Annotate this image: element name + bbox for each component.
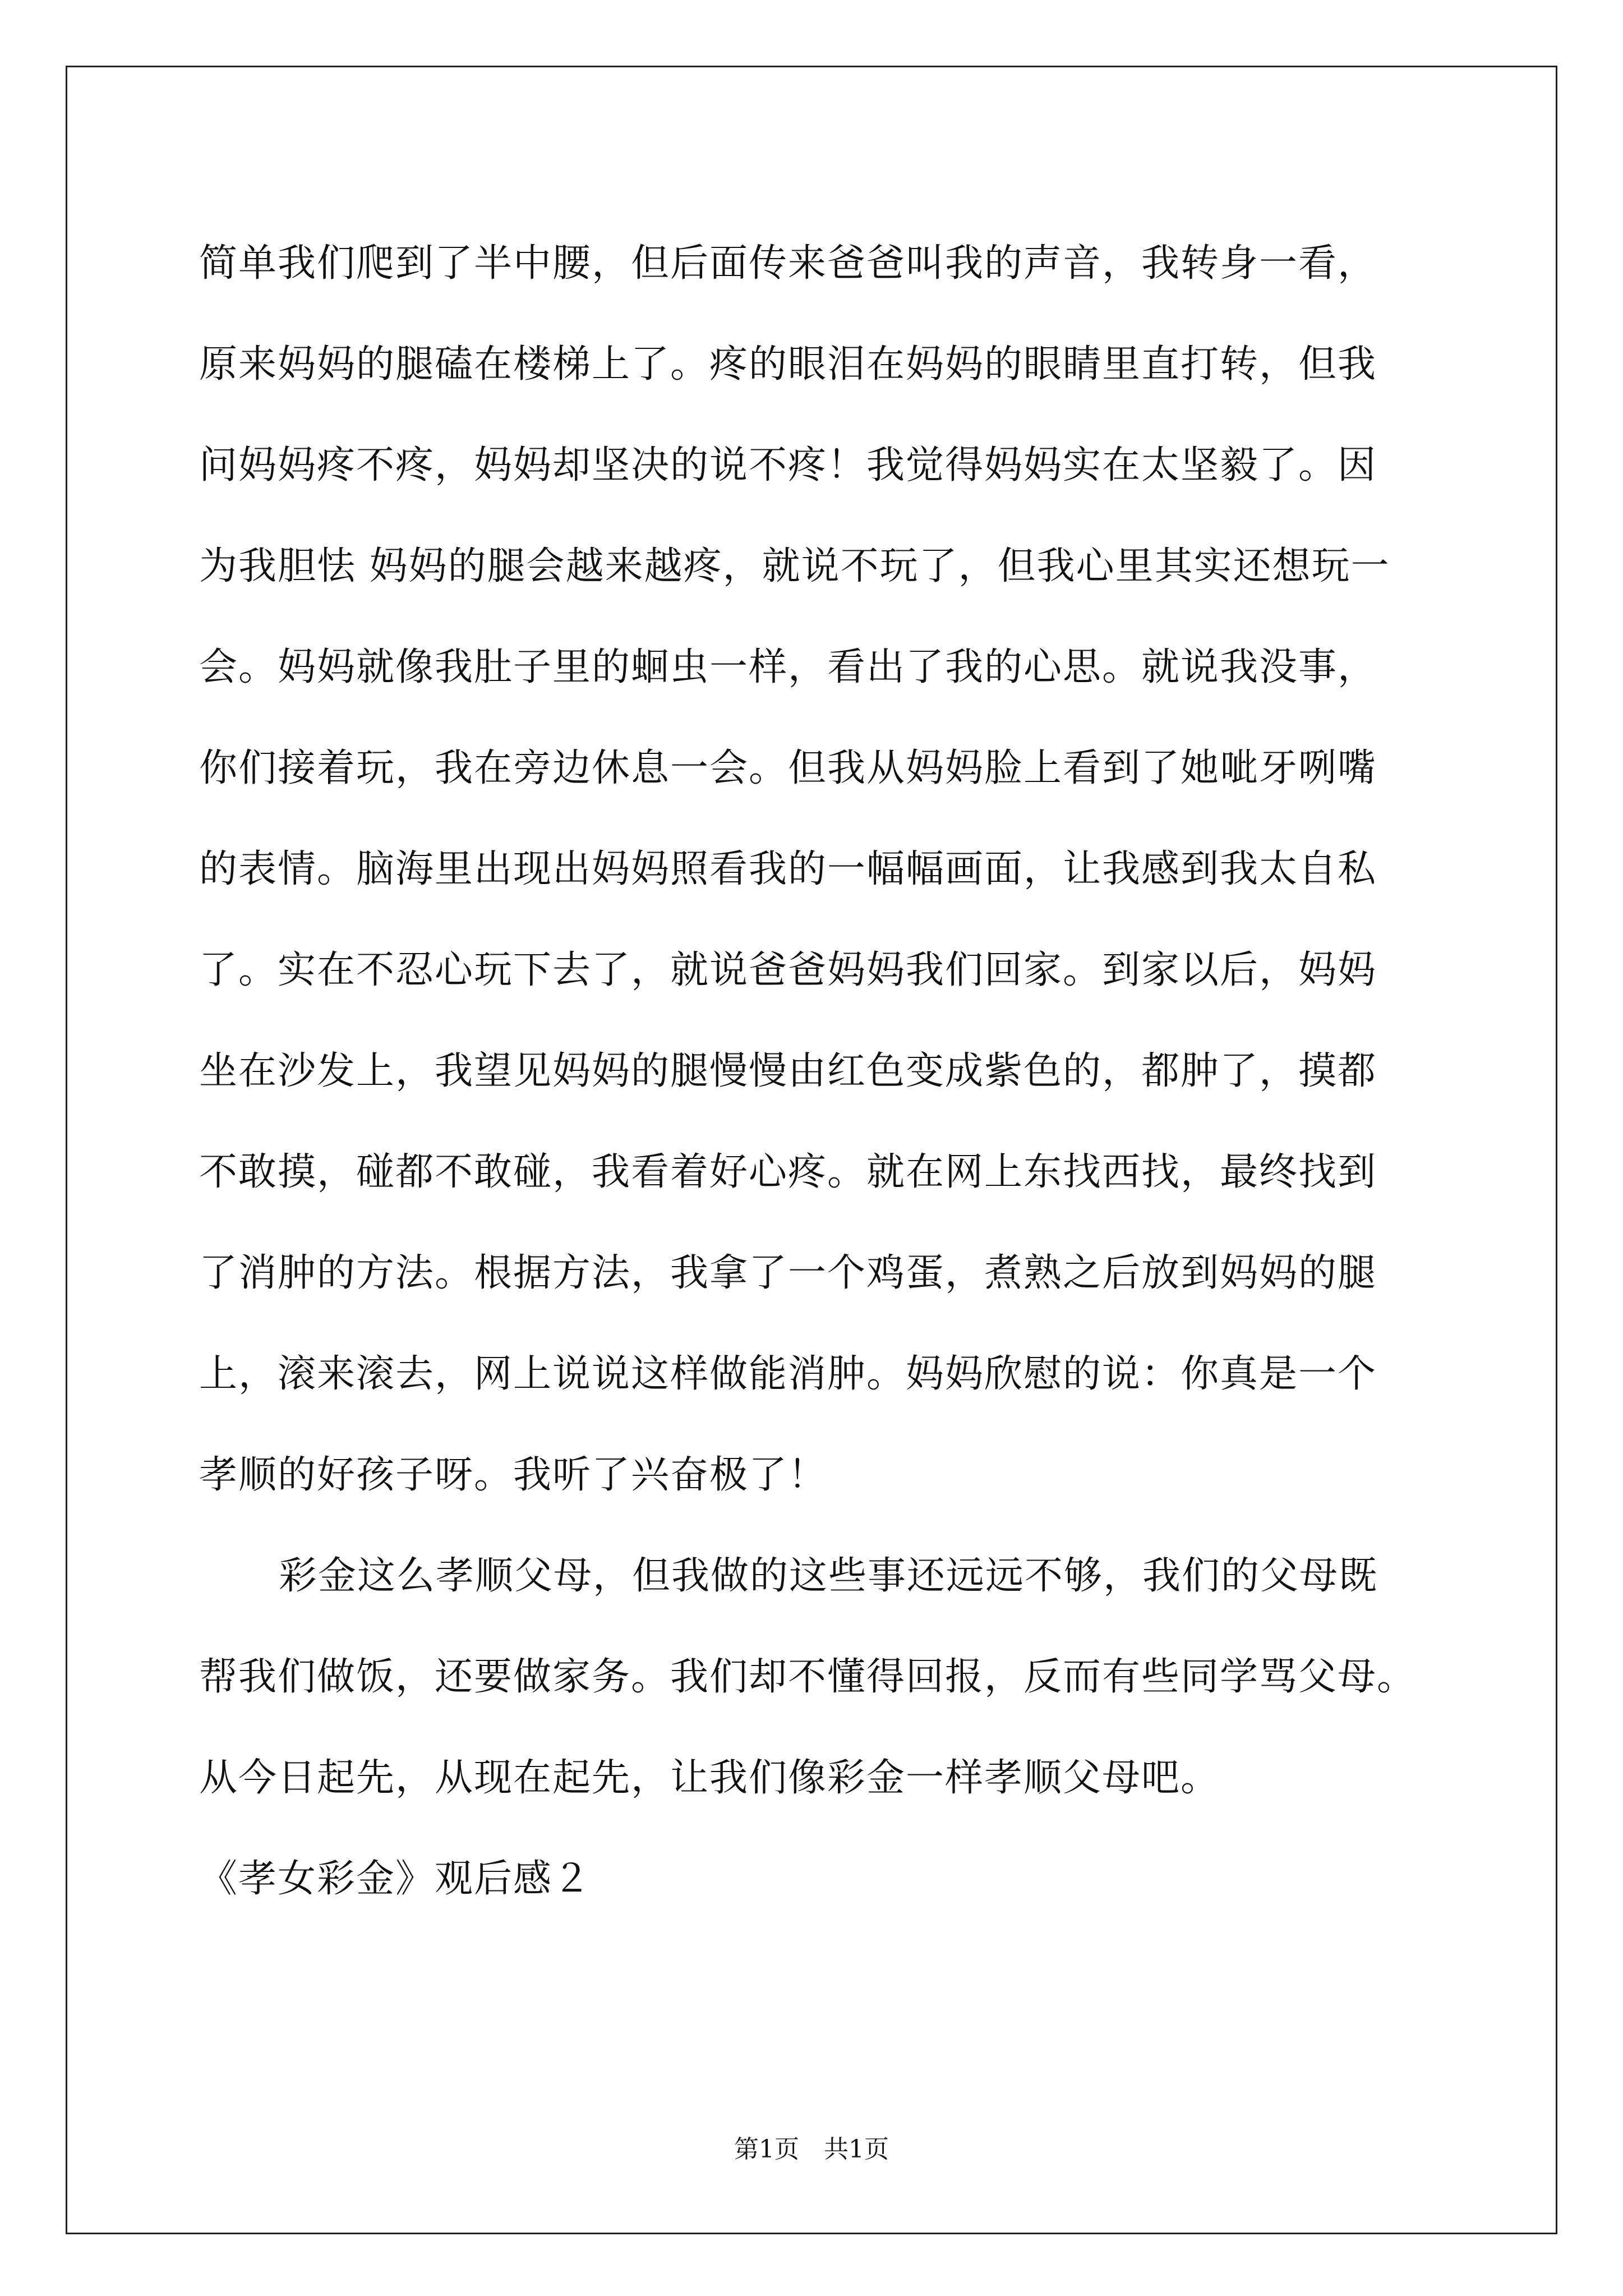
paragraph-line: 彩金这么孝顺父母，但我做的这些事还远远不够，我们的父母既 [279,1554,1378,1598]
paragraph-line: 你们接着玩，我在旁边休息一会。但我从妈妈脸上看到了她呲牙咧嘴 [199,746,1377,790]
paragraph-line: 帮我们做饭，还要做家务。我们却不懂得回报，反而有些同学骂父母。 [199,1655,1417,1699]
paragraph-line: 了消肿的方法。根据方法，我拿了一个鸡蛋，煮熟之后放到妈妈的腿 [199,1251,1377,1295]
paragraph-line: 坐在沙发上，我望见妈妈的腿慢慢由红色变成紫色的，都肿了，摸都 [199,1049,1377,1093]
paragraph-line: 为我胆怯 妈妈的腿会越来越疼，就说不玩了，但我心里其实还想玩一 [199,544,1390,588]
paragraph-line: 从今日起先，从现在起先，让我们像彩金一样孝顺父母吧。 [199,1756,1220,1800]
paragraph-line: 问妈妈疼不疼，妈妈却坚决的说不疼！我觉得妈妈实在太坚毅了。因 [199,443,1377,487]
paragraph-line: 的表情。脑海里出现出妈妈照看我的一幅幅画面，让我感到我太自私 [199,847,1377,891]
paragraph-line: 上，滚来滚去，网上说说这样做能消肿。妈妈欣慰的说：你真是一个 [199,1352,1377,1396]
page-footer: 第1页 共1页 [734,2135,889,2164]
paragraph-line: 了。实在不忍心玩下去了，就说爸爸妈妈我们回家。到家以后，妈妈 [199,948,1377,992]
paragraph-line: 原来妈妈的腿磕在楼梯上了。疼的眼泪在妈妈的眼睛里直打转，但我 [199,342,1377,386]
paragraph-line: 不敢摸，碰都不敢碰，我看着好心疼。就在网上东找西找，最终找到 [199,1150,1377,1194]
paragraph-line: 孝顺的好孩子呀。我听了兴奋极了！ [199,1453,828,1497]
paragraph-line: 会。妈妈就像我肚子里的蛔虫一样，看出了我的心思。就说我没事， [199,645,1377,689]
document-body [199,213,1461,1930]
paragraph-line: 简单我们爬到了半中腰，但后面传来爸爸叫我的声音，我转身一看， [199,241,1377,286]
section-heading: 《孝女彩金》观后感２ [199,1857,592,1901]
